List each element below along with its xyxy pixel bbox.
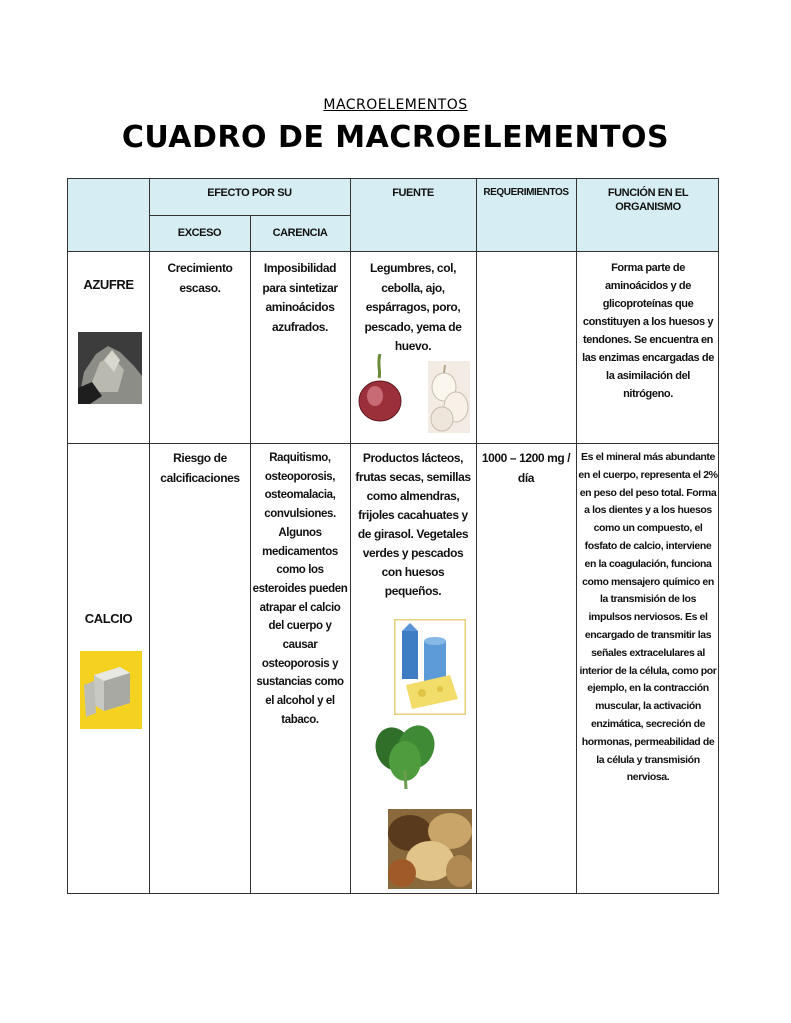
header-carencia: CARENCIA [272,227,328,239]
azufre-fuente: Legumbres, col, cebolla, ajo, espárragos, poro, pescado, yema de huevo. [364,261,462,353]
grid-line [476,179,477,893]
calcio-funcion: Es el mineral más abundante en el cuerpo, representa el 2% en peso del peso total. Forma a los dientes y a los huesos como un compuesto, el fosfato de calcio, interviene en la coagulación, funciona como mensajero químico en la transmisión de los impulsos nerviosos. Es el encargado de transmitir las señales extracelulares al interior de la célula, como por ejemplo, en la contracción muscular, la activación enzimática, secreción de hormonas, permeabilidad de la célula y transmisión nerviosa. [578,451,718,784]
azufre-exceso: Crecimiento escaso. [167,261,233,295]
grid-line [576,179,577,893]
grid-line [350,179,351,893]
grid-line [149,179,150,893]
document-title: CUADRO DE MACROELEMENTOS [121,120,670,155]
calcio-requerimientos: 1000 – 1200 mg / día [481,451,571,485]
calcio-exceso: Riesgo de calcificaciones [160,451,240,485]
garlic-image [428,361,470,433]
grid-line [68,251,718,252]
calcio-fuente: Productos lácteos, frutas secas, semillas como almendras, frijoles cacahuates y de girasol. Vegetales verdes y pescados con huesos pequeños. [355,451,471,598]
onion-image [355,354,405,424]
row-label-calcio: CALCIO [84,611,133,626]
grid-line [68,443,718,444]
azufre-funcion: Forma parte de aminoácidos y de glicoproteínas que constituyen a los huesos y tendones. Se encuentra en las enzimas encargadas de la asimilación del nitrógeno. [582,262,714,400]
grid-line [250,216,251,893]
grains-image [388,809,472,889]
azufre-carencia: Imposibilidad para sintetizar aminoácidos azufrados. [262,261,338,334]
sulfur-image [78,332,142,404]
header-exceso: EXCESO [177,227,222,239]
header-efecto: EFECTO POR SU [207,187,292,199]
row-label-azufre: AZUFRE [83,277,134,292]
calcio-carencia: Raquitismo, osteoporosis, osteomalacia, convulsiones. Algunos medicamentos como los esteroides pueden atrapar el calcio del cuerpo y causar osteoporosis y sustancias como el alcohol y el tabaco. [252,452,348,726]
header-requerimientos: REQUERIMIENTOS [483,187,569,198]
grid-line [149,215,350,216]
calcium-image [80,651,142,729]
header-funcion: FUNCIÓN EN EL ORGANISMO [607,187,689,213]
macroelements-table [67,178,719,894]
document-subtitle: MACROELEMENTOS [323,97,468,113]
header-fuente: FUENTE [392,187,434,199]
spinach-image [372,721,438,791]
dairy-image [394,619,466,715]
